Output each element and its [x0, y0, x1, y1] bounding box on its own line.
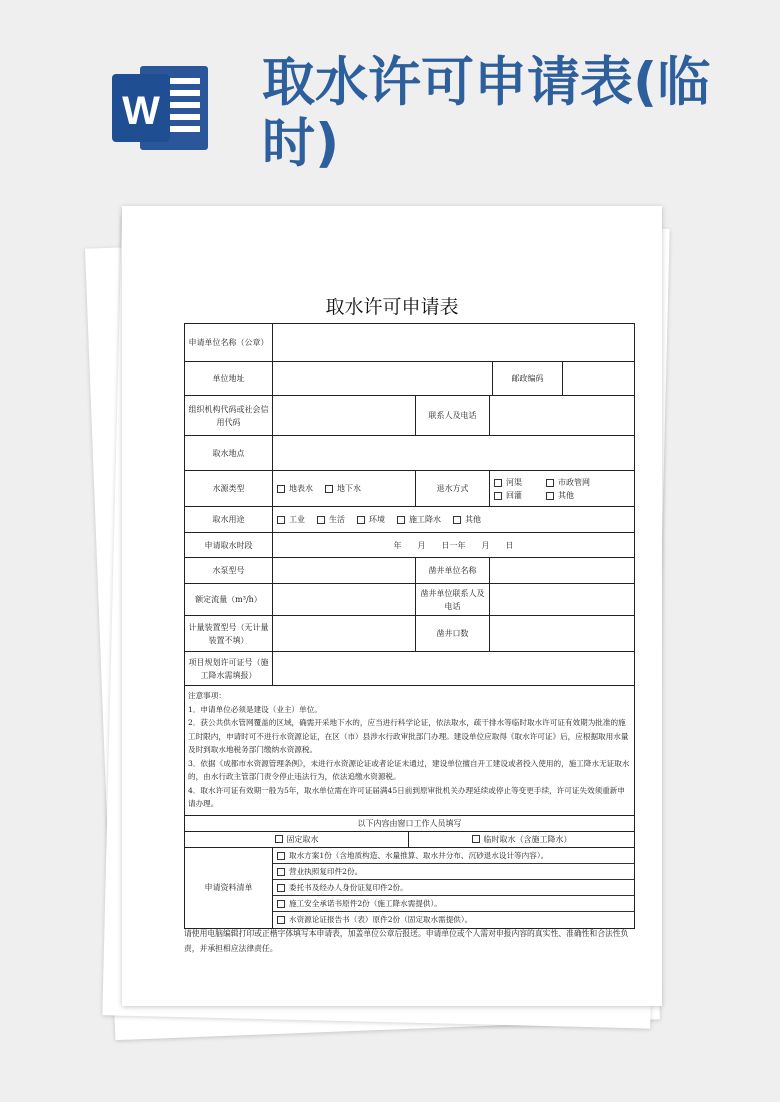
- org-code-label: 组织机构代码或社会信用代码: [185, 396, 273, 435]
- period-field[interactable]: 年 月 日一年 月 日: [393, 540, 514, 550]
- materials-label: 申请资料清单: [185, 848, 273, 928]
- return-label: 退水方式: [416, 471, 490, 506]
- note-item: 2．获公共供水管网覆盖的区域，确需开采地下水的，应当进行科学论证，依法取水，疏干排水等临时取水许可证有效期为批准的施工时限内，申请时可不进行水资源论证，在区（市）县涉水行政审批部门办理。建设单位应取得《取水许可证》后，应根据取用水量及时到取水地税务部门缴纳水资源税。: [188, 718, 629, 754]
- checkbox-icon: [317, 516, 325, 524]
- source-type-options: [273, 471, 416, 506]
- form-row-period: [185, 533, 634, 558]
- permit-label: 项目规划许可证号（施工降水需填报）: [185, 652, 273, 685]
- location-label: 取水地点: [185, 436, 273, 470]
- footer-note: 请使用电脑编辑打印或正楷字体填写本申请表，加盖单位公章后报送。申请单位或个人需对申报内容的真实性、准确性和合法性负责，并承担相应法律责任。: [184, 929, 629, 953]
- pump-field[interactable]: [273, 558, 416, 583]
- temporary-option[interactable]: 临时取水（含施工降水）: [409, 832, 634, 847]
- well-unit-label: 凿井单位名称: [416, 558, 490, 583]
- checkbox-icon: [397, 516, 405, 524]
- location-field[interactable]: [273, 436, 634, 470]
- source-option[interactable]: 地下水: [325, 482, 361, 495]
- usage-option[interactable]: 其他: [453, 513, 481, 526]
- notes-heading: 注意事项：: [188, 691, 226, 700]
- address-field[interactable]: [273, 362, 493, 395]
- checkbox-icon: [277, 900, 285, 908]
- form-row-flow: [185, 584, 634, 616]
- contact-field[interactable]: [490, 396, 634, 435]
- notes-section: [185, 686, 634, 816]
- well-contact-label: 凿井单位联系人及电话: [416, 584, 490, 615]
- checkbox-icon: [277, 852, 285, 860]
- meter-field[interactable]: [273, 616, 416, 651]
- source-type-label: 水源类型: [185, 471, 273, 506]
- materials-row: [185, 848, 634, 928]
- note-item: 3．依据《成都市水资源管理条例》，未进行水资源论证或者论证未通过，建设单位擅自开工建设或者投入使用的，施工降水无证取水的，由水行政主管部门责令停止违法行为，依法追缴水资源税。: [188, 758, 630, 781]
- note-item: 4．取水许可证有效期一般为5年，取水单位需在许可证届满45日前到原审批机关办理延续或停止等变更手续，许可证失效须重新申请办理。: [188, 785, 625, 808]
- postcode-label: 邮政编码: [493, 362, 563, 395]
- well-unit-field[interactable]: [490, 558, 634, 583]
- checkbox-icon: [277, 868, 285, 876]
- contact-label: 联系人及电话: [416, 396, 490, 435]
- material-item[interactable]: 施工安全承诺书原件2份（施工降水需提供）。: [273, 896, 634, 912]
- form-row-permit: [185, 652, 634, 686]
- postcode-field[interactable]: [563, 362, 634, 395]
- applicant-field[interactable]: [273, 324, 634, 361]
- usage-label: 取水用途: [185, 507, 273, 532]
- address-label: 单位地址: [185, 362, 273, 395]
- checkbox-icon: [494, 492, 502, 500]
- well-contact-field[interactable]: [490, 584, 634, 615]
- note-item: 1．申请单位必须是建设（业主）单位。: [188, 704, 322, 714]
- material-item[interactable]: 委托书及经办人身份证复印件2份。: [273, 880, 634, 896]
- usage-option[interactable]: 生活: [317, 513, 345, 526]
- usage-option[interactable]: 工业: [277, 513, 305, 526]
- form-row-location: [185, 436, 634, 471]
- checkbox-icon: [357, 516, 365, 524]
- checkbox-icon: [453, 516, 461, 524]
- checkbox-icon: [325, 485, 333, 493]
- material-item[interactable]: 取水方案1份（含地质构造、水量推算、取水井分布、沉砂退水设计等内容）。: [273, 848, 634, 864]
- office-heading: 以下内容由窗口工作人员填写: [357, 818, 462, 828]
- return-option[interactable]: 其他: [546, 489, 574, 502]
- material-item[interactable]: 营业执照复印件2份。: [273, 864, 634, 880]
- return-option[interactable]: 河渠: [494, 476, 534, 489]
- usage-option[interactable]: 环境: [357, 513, 385, 526]
- checkbox-icon: [275, 835, 283, 843]
- page-title: 取水许可申请表(临时): [262, 52, 711, 174]
- checkbox-icon: [277, 516, 285, 524]
- checkbox-icon: [546, 479, 554, 487]
- checkbox-icon: [494, 479, 502, 487]
- period-label: 申请取水时段: [185, 533, 273, 557]
- source-option[interactable]: 地表水: [277, 482, 313, 495]
- materials-list: [273, 848, 634, 928]
- form-row-applicant: [185, 324, 634, 362]
- checkbox-icon: [277, 916, 285, 924]
- org-code-field[interactable]: [273, 396, 416, 435]
- banner: [0, 0, 780, 200]
- pump-label: 水泵型号: [185, 558, 273, 583]
- checkbox-icon: [277, 884, 285, 892]
- return-option[interactable]: 回灌: [494, 489, 534, 502]
- checkbox-icon: [277, 485, 285, 493]
- usage-option[interactable]: 施工降水: [397, 513, 441, 526]
- return-options: [490, 471, 634, 506]
- office-type-row: [185, 832, 634, 848]
- document-page: [122, 206, 662, 1006]
- fixed-option[interactable]: 固定取水: [185, 832, 409, 847]
- checkbox-icon: [472, 835, 480, 843]
- form-row-address: [185, 362, 634, 396]
- word-logo-letter: W: [122, 89, 160, 133]
- flow-field[interactable]: [273, 584, 416, 615]
- well-count-field[interactable]: [490, 616, 634, 651]
- material-item[interactable]: 水资源论证报告书（表）原件2份（固定取水需提供）。: [273, 912, 634, 928]
- form-row-pump: [185, 558, 634, 584]
- flow-label: 额定流量（m³/h）: [185, 584, 273, 615]
- applicant-label: 申请单位名称（公章）: [185, 324, 273, 361]
- meter-label: 计量装置型号（无计量装置不填）: [185, 616, 273, 651]
- permit-field[interactable]: [273, 652, 634, 685]
- form-row-meter: [185, 616, 634, 652]
- form-row-usage: [185, 507, 634, 533]
- form-row-org-code: [185, 396, 634, 436]
- return-option[interactable]: 市政管网: [546, 476, 590, 489]
- usage-options: [273, 507, 634, 532]
- form-row-source: [185, 471, 634, 507]
- application-form: [184, 323, 635, 929]
- well-count-label: 凿井口数: [416, 616, 490, 651]
- checkbox-icon: [546, 492, 554, 500]
- word-doc-icon: [110, 62, 212, 154]
- document-title: 取水许可申请表: [325, 296, 459, 318]
- office-heading-row: [185, 816, 634, 832]
